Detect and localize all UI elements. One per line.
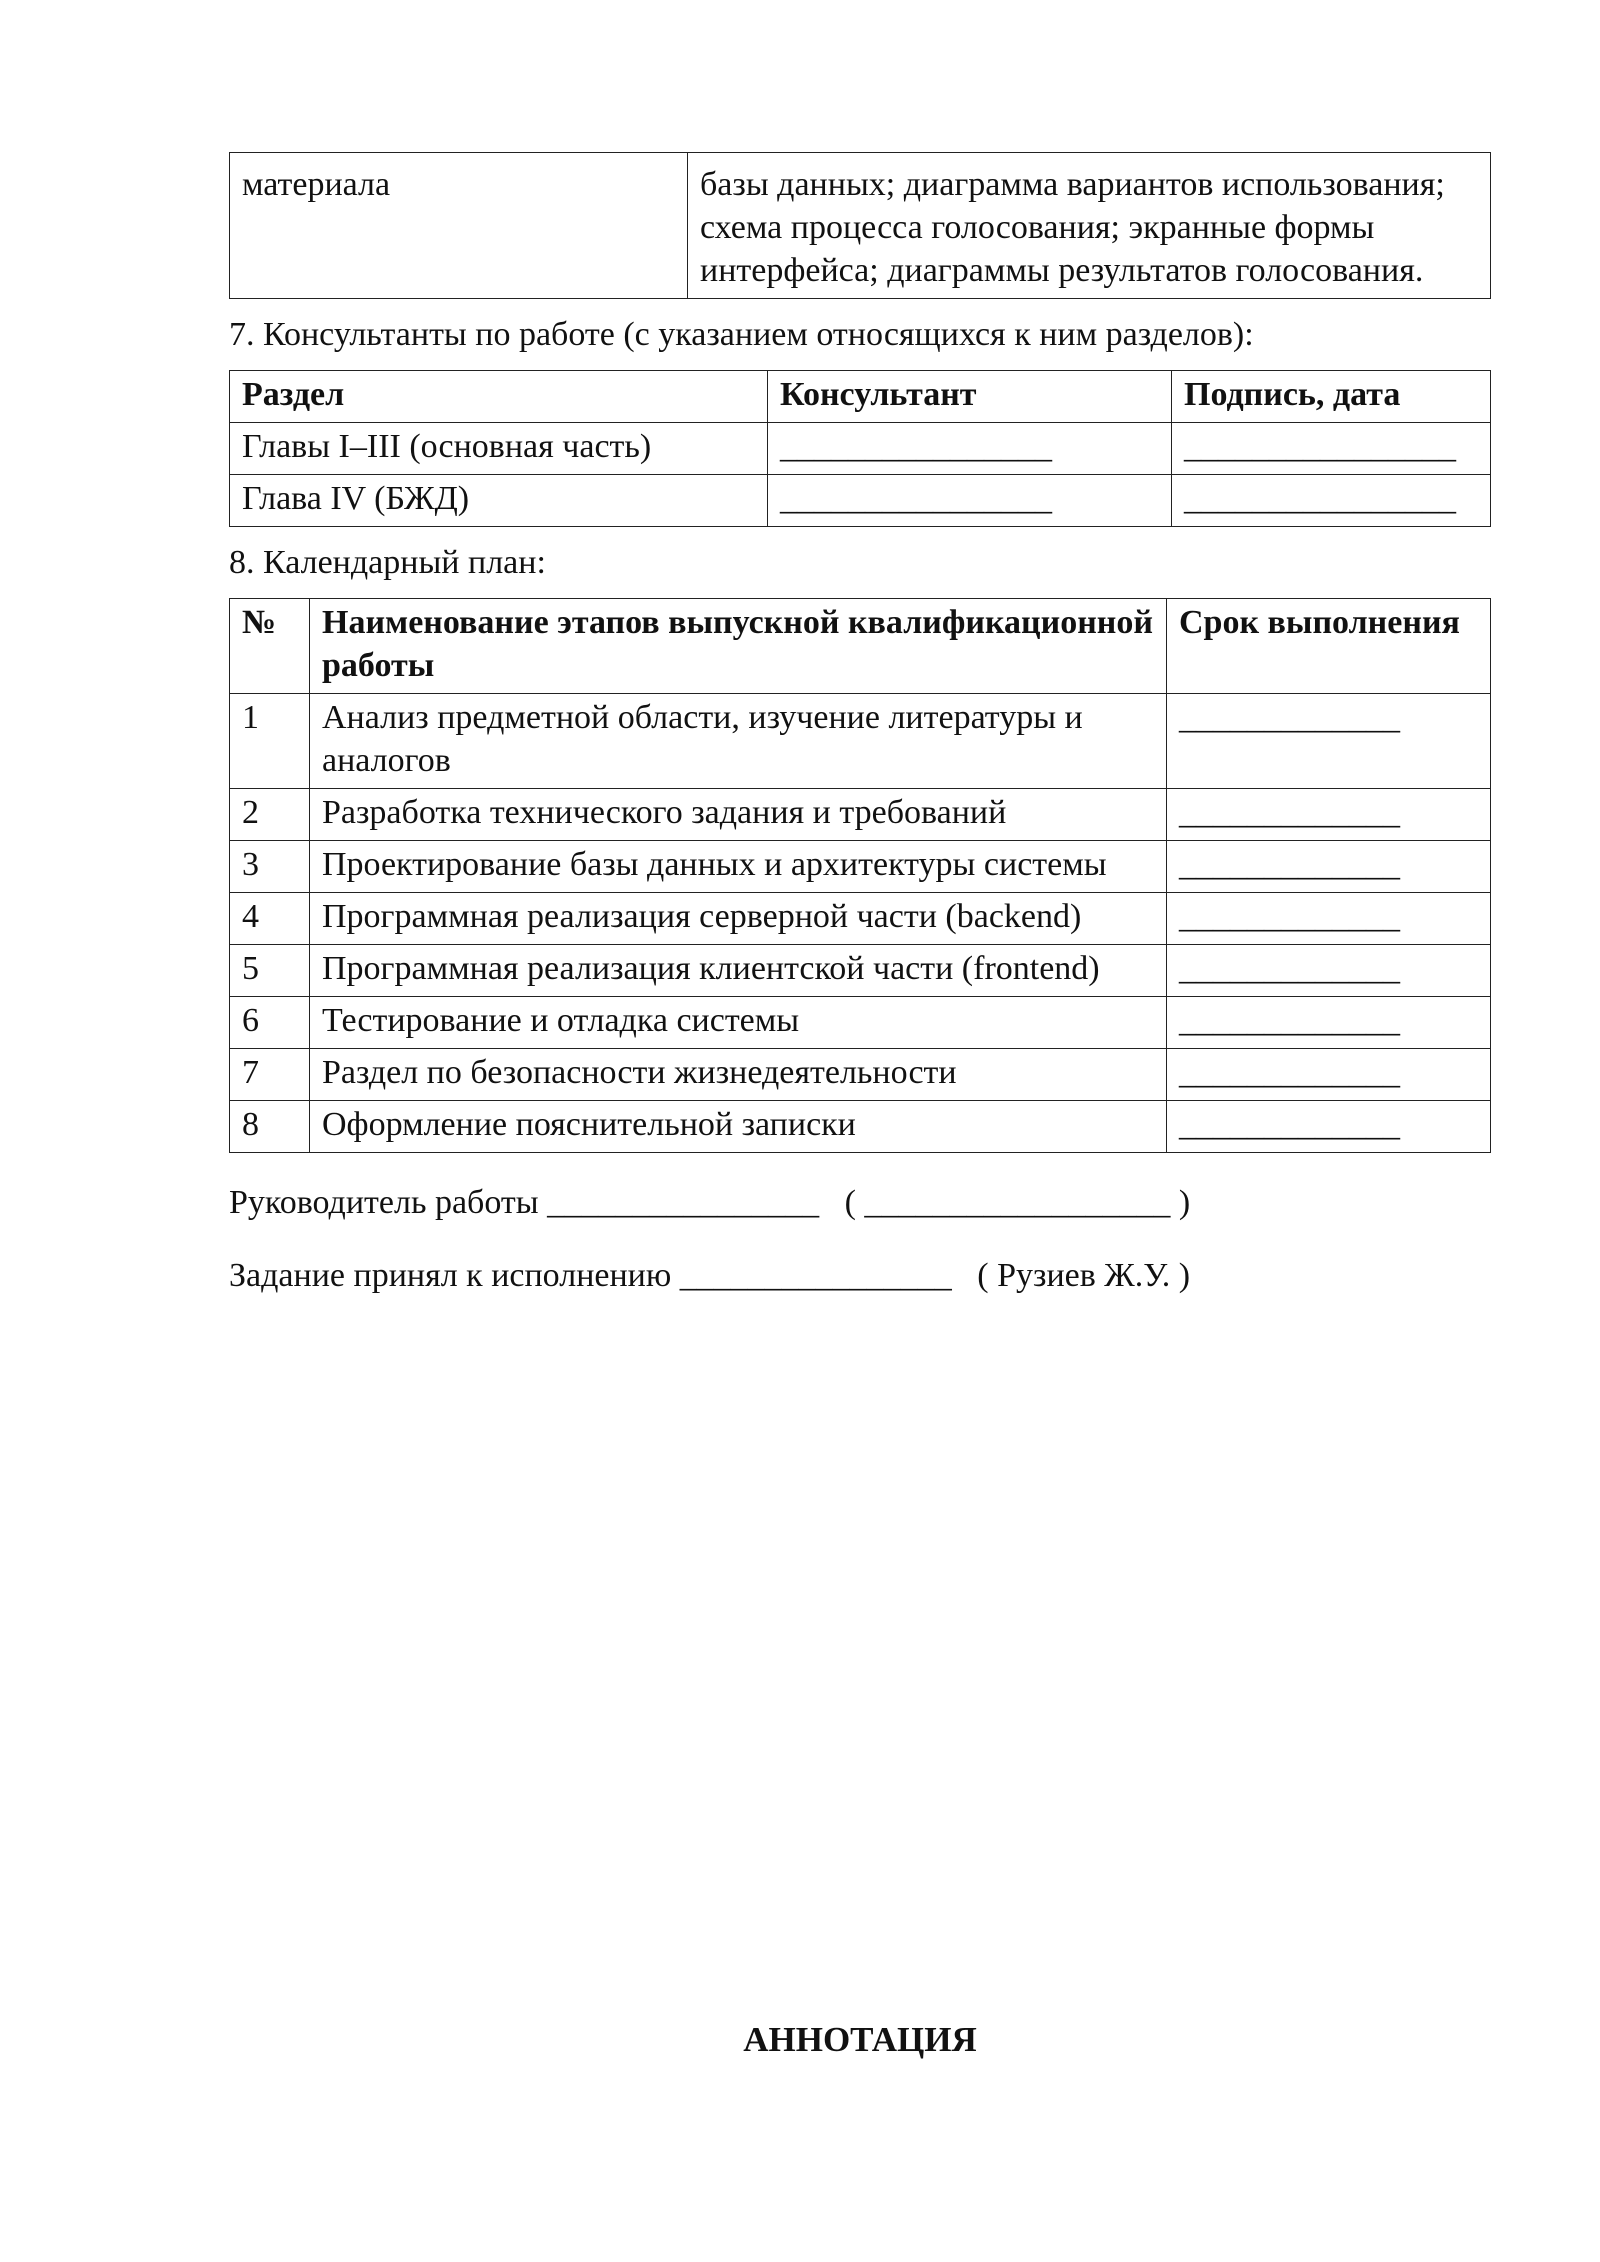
deadline-blank: _____________ — [1167, 1101, 1491, 1153]
stage-number: 1 — [230, 694, 310, 789]
table-header-row — [230, 371, 1491, 423]
stage-number: 6 — [230, 997, 310, 1049]
stage-number: 5 — [230, 945, 310, 997]
deadline-blank: _____________ — [1167, 841, 1491, 893]
column-header-number: № — [230, 599, 310, 694]
accepted-signature-line — [229, 1254, 1490, 1297]
stage-name: Программная реализация серверной части (backend) — [310, 893, 1167, 945]
table-row — [230, 841, 1491, 893]
consultants-table — [229, 370, 1491, 527]
column-header-deadline: Срок выполнения — [1167, 599, 1491, 694]
stage-name: Тестирование и отладка системы — [310, 997, 1167, 1049]
supervisor-name-blank: ( __________________ ) — [844, 1184, 1191, 1221]
materials-left-cell: материала — [230, 153, 688, 299]
table-header-row — [230, 599, 1491, 694]
deadline-blank: _____________ — [1167, 997, 1491, 1049]
signature-blank: ________________ — [1172, 423, 1491, 475]
signature-blank: ________________ — [1172, 475, 1491, 527]
stage-name: Раздел по безопасности жизнедеятельности — [310, 1049, 1167, 1101]
stage-name: Анализ предметной области, изучение литературы и аналогов — [310, 694, 1167, 789]
supervisor-signature-line — [229, 1181, 1490, 1224]
section-cell: Глава IV (БЖД) — [230, 475, 768, 527]
table-row — [230, 475, 1491, 527]
table-row — [230, 893, 1491, 945]
stage-name: Проектирование базы данных и архитектуры системы — [310, 841, 1167, 893]
stage-number: 3 — [230, 841, 310, 893]
stage-name: Оформление пояснительной записки — [310, 1101, 1167, 1153]
section-7-heading: 7. Консультанты по работе (с указанием относящихся к ним разделов): — [229, 316, 1254, 353]
table-row — [230, 423, 1491, 475]
table-row — [230, 1049, 1491, 1101]
stage-number: 7 — [230, 1049, 310, 1101]
document-page — [229, 152, 1490, 1297]
annotation-title: АННОТАЦИЯ — [743, 2020, 977, 2059]
supervisor-signature-blank: ________________ — [547, 1184, 820, 1221]
supervisor-label: Руководитель работы — [229, 1184, 539, 1221]
table-row — [230, 789, 1491, 841]
materials-table — [229, 152, 1491, 299]
deadline-blank: _____________ — [1167, 694, 1491, 789]
section-cell: Главы I–III (основная часть) — [230, 423, 768, 475]
consultant-blank: ________________ — [768, 423, 1172, 475]
table-row — [230, 694, 1491, 789]
column-header-consultant: Консультант — [768, 371, 1172, 423]
calendar-plan-table — [229, 598, 1491, 1153]
stage-number: 4 — [230, 893, 310, 945]
consultant-blank: ________________ — [768, 475, 1172, 527]
accepted-name: ( Рузиев Ж.У. ) — [977, 1257, 1191, 1294]
stage-number: 8 — [230, 1101, 310, 1153]
column-header-stage: Наименование этапов выпускной квалификационной работы — [310, 599, 1167, 694]
accepted-signature-blank: ________________ — [679, 1257, 952, 1294]
deadline-blank: _____________ — [1167, 945, 1491, 997]
deadline-blank: _____________ — [1167, 1049, 1491, 1101]
stage-name: Разработка технического задания и требований — [310, 789, 1167, 841]
table-row — [230, 153, 1491, 299]
deadline-blank: _____________ — [1167, 893, 1491, 945]
table-row — [230, 945, 1491, 997]
deadline-blank: _____________ — [1167, 789, 1491, 841]
stage-number: 2 — [230, 789, 310, 841]
materials-right-cell: базы данных; диаграмма вариантов использования; схема процесса голосования; экранные формы интерфейса; диаграммы результатов голосования. — [688, 153, 1491, 299]
column-header-signature-date: Подпись, дата — [1172, 371, 1491, 423]
table-row — [230, 1101, 1491, 1153]
table-row — [230, 997, 1491, 1049]
column-header-section: Раздел — [230, 371, 768, 423]
section-8-heading: 8. Календарный план: — [229, 544, 546, 581]
accepted-label: Задание принял к исполнению — [229, 1257, 672, 1294]
stage-name: Программная реализация клиентской части (frontend) — [310, 945, 1167, 997]
